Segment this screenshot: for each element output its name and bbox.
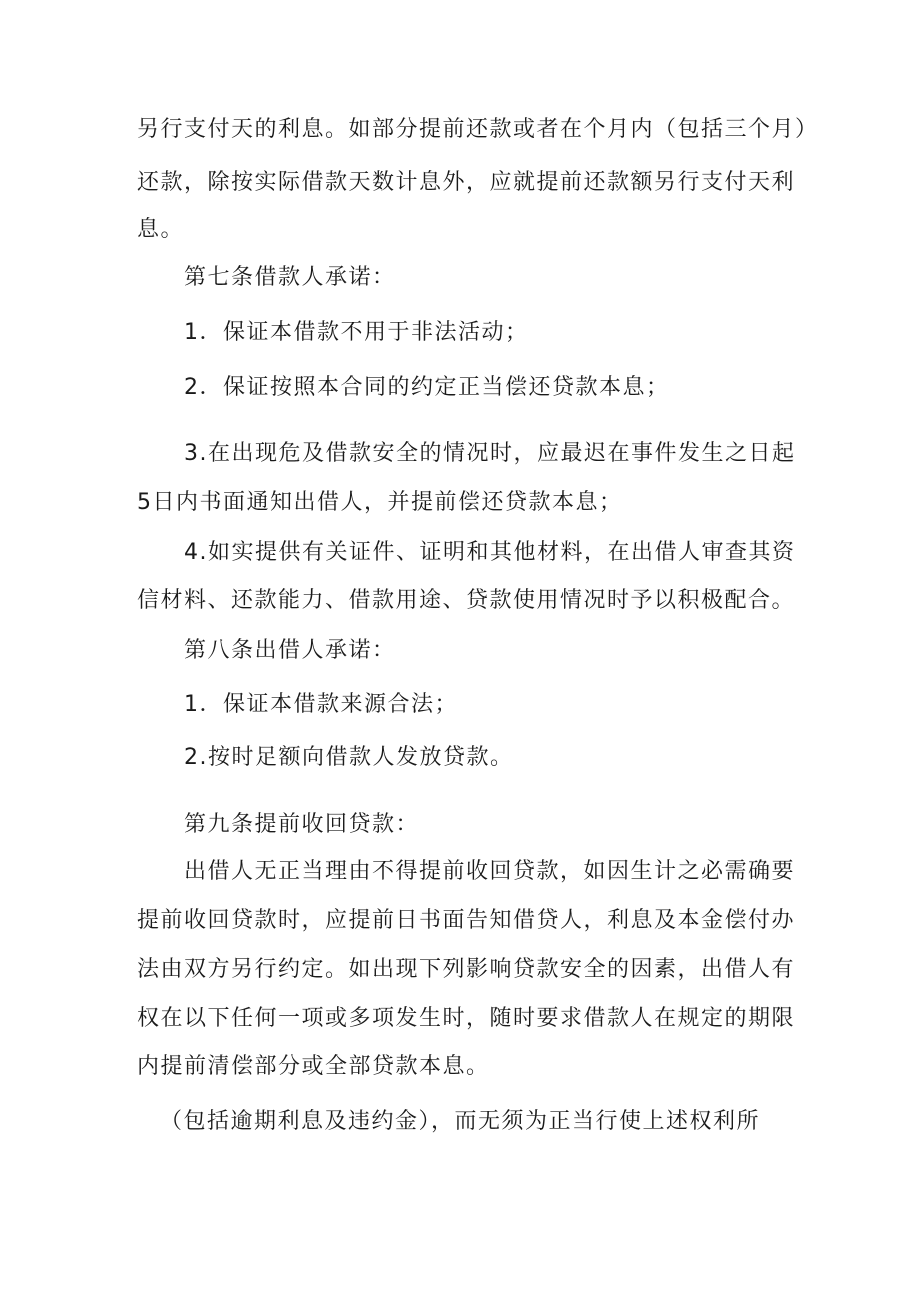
paragraph-line: 5日内书面通知出借人，并提前偿还贷款本息； (137, 490, 623, 515)
list-item: 2．保证按照本合同的约定正当偿还贷款本息； (184, 375, 670, 400)
paragraph-line: 出借人无正当理由不得提前收回贷款，如因生计之必需确要 (184, 859, 796, 884)
paragraph-line: 息。 (137, 217, 185, 242)
article-heading: 第九条提前收回贷款： (184, 812, 420, 837)
list-item: 4.如实提供有关证件、证明和其他材料，在出借人审查其资 (184, 540, 796, 565)
paragraph-line: 权在以下任何一项或多项发生时，随时要求借款人在规定的期限 (137, 1006, 796, 1031)
paragraph-line: 提前收回贷款时，应提前日书面告知借贷人，利息及本金偿付办 (137, 908, 796, 933)
list-item: 1．保证本借款来源合法； (184, 692, 458, 717)
list-item: 1．保证本借款不用于非法活动； (184, 320, 529, 345)
paragraph-line: （包括逾期利息及违约金），而无须为正当行使上述权利所 (160, 1109, 761, 1134)
paragraph-line: 还款，除按实际借款天数计息外，应就提前还款额另行支付天利 (137, 170, 796, 195)
paragraph-line: 信材料、还款能力、借款用途、贷款使用情况时予以积极配合。 (137, 588, 796, 613)
paragraph-line: 内提前清偿部分或全部贷款本息。 (137, 1054, 490, 1079)
article-heading: 第八条出借人承诺： (184, 638, 396, 663)
paragraph-line: 法由双方另行约定。如出现下列影响贷款安全的因素，出借人有 (137, 957, 796, 982)
paragraph-line: 另行支付天的利息。如部分提前还款或者在个月内（包括三个月） (137, 117, 819, 142)
article-heading: 第七条借款人承诺： (184, 265, 396, 290)
list-item: 2.按时足额向借款人发放贷款。 (184, 745, 514, 770)
list-item: 3.在出现危及借款安全的情况时，应最迟在事件发生之日起 (184, 441, 796, 466)
